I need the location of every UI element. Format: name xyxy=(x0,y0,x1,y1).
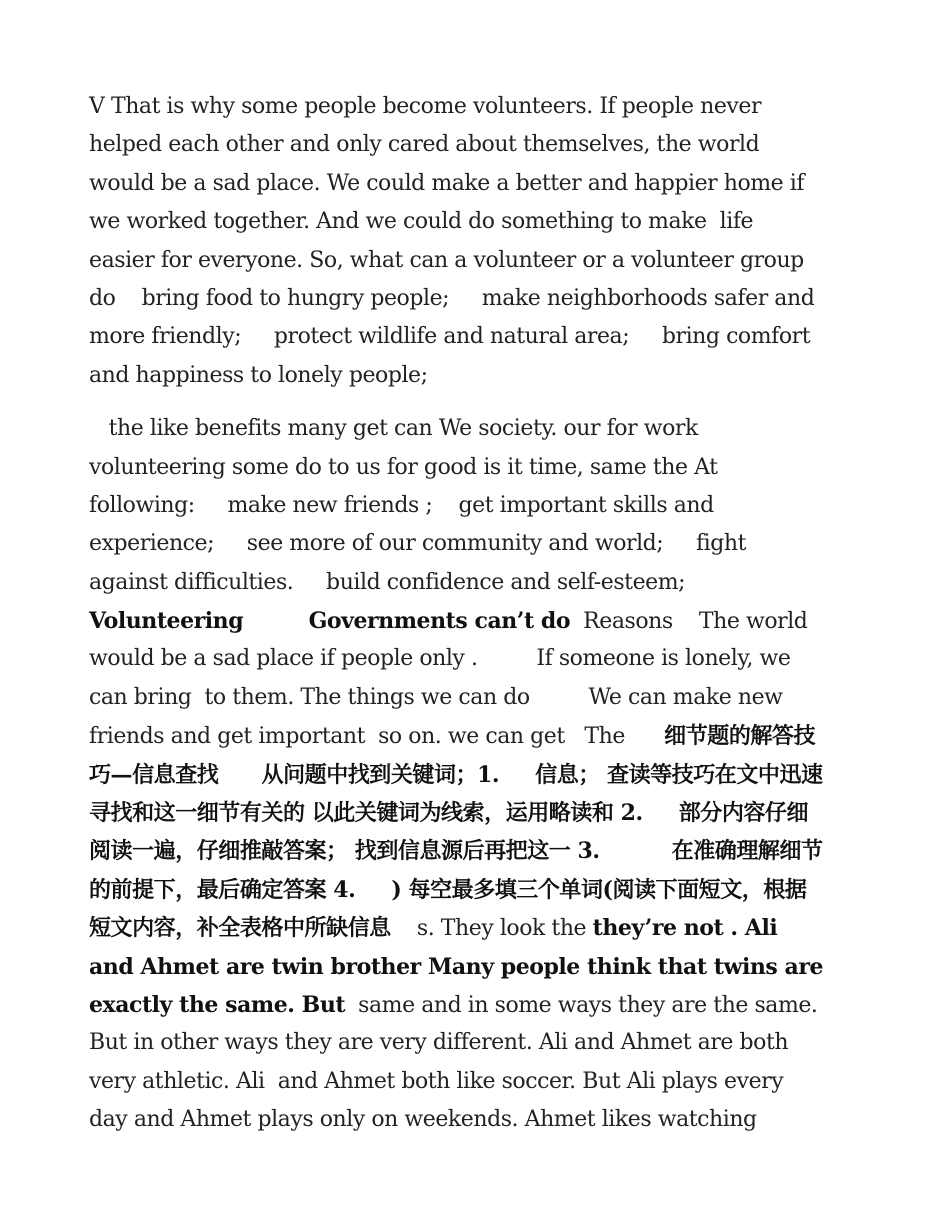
text-line: But in other ways they are very different. Ali and Ahmet are both xyxy=(89,1030,789,1056)
text-line: day and Ahmet plays only on weekends. Ahmet likes watching xyxy=(89,1107,757,1133)
text-line: against difficulties. build confidence and self-esteem; xyxy=(89,569,686,595)
text-line xyxy=(89,986,859,1024)
text-line: experience; see more of our community and world; fight xyxy=(89,531,747,557)
text-line: the like benefits many get can We society. our for work xyxy=(89,416,698,442)
table-header-volunteering: Volunteering xyxy=(89,608,244,635)
paragraph-benefits xyxy=(89,410,859,1139)
text-line: following: make new friends ; get important skills and xyxy=(89,492,714,518)
text-line: do bring food to hungry people; make neighborhoods safer and xyxy=(89,285,815,311)
tips-line: 的前提下，最后确定答案 4. ) 每空最多填三个单词(阅读下面短文，根据 xyxy=(89,876,807,903)
document-page xyxy=(89,88,859,1140)
tips-line: 寻找和这一细节有关的 以此关键词为线索，运用略读和 2. 部分内容仔细 xyxy=(89,800,809,827)
text-line: can bring to them. The things we can do We can make new xyxy=(89,684,783,710)
text-line: would be a sad place. We could make a better and happier home if xyxy=(89,170,805,196)
text-run: Reasons The world xyxy=(570,609,808,635)
text-line: and happiness to lonely people; xyxy=(89,362,428,388)
spacer xyxy=(243,609,308,634)
text-line: we worked together. And we could do something to make life xyxy=(89,209,754,235)
text-line: and Ahmet are twin brother Many people think that twins are xyxy=(89,953,824,980)
text-line: very athletic. Ali and Ahmet both like soccer. But Ali plays every xyxy=(89,1068,784,1094)
bold-run: they’re not . Ali xyxy=(592,915,778,942)
text-line: easier for everyone. So, what can a volunteer or a volunteer group xyxy=(89,247,804,273)
text-line xyxy=(89,602,859,640)
text-run: friends and get important so on. we can get The xyxy=(89,724,665,750)
text-line: helped each other and only cared about themselves, the world xyxy=(89,132,760,158)
text-line: volunteering some do to us for good is it time, same the At xyxy=(89,454,718,480)
text-line xyxy=(89,909,859,947)
bold-run: exactly the same. But xyxy=(89,991,346,1018)
tips-line: 巧—信息查找 从问题中找到关键词；1. 信息； 查读等技巧在文中迅速 xyxy=(89,761,823,788)
text-run: same and in some ways they are the same. xyxy=(345,992,818,1018)
tips-heading: 细节题的解答技 xyxy=(664,723,816,750)
text-line: would be a sad place if people only . If someone is lonely, we xyxy=(89,646,791,672)
paragraph-gap xyxy=(89,395,859,410)
text-run: s. They look the xyxy=(390,916,593,942)
text-line: V That is why some people become volunteers. If people never xyxy=(89,94,762,119)
paragraph-volunteers xyxy=(89,88,859,395)
table-header-governments: Governments can’t do xyxy=(308,608,571,635)
tips-line: 阅读一遍，仔细推敲答案； 找到信息源后再把这一 3. 在准确理解细节 xyxy=(89,838,823,865)
instruction-text: 短文内容，补全表格中所缺信息 xyxy=(89,915,391,942)
text-line xyxy=(89,717,859,755)
text-line: more friendly; protect wildlife and natural area; bring comfort xyxy=(89,324,811,350)
